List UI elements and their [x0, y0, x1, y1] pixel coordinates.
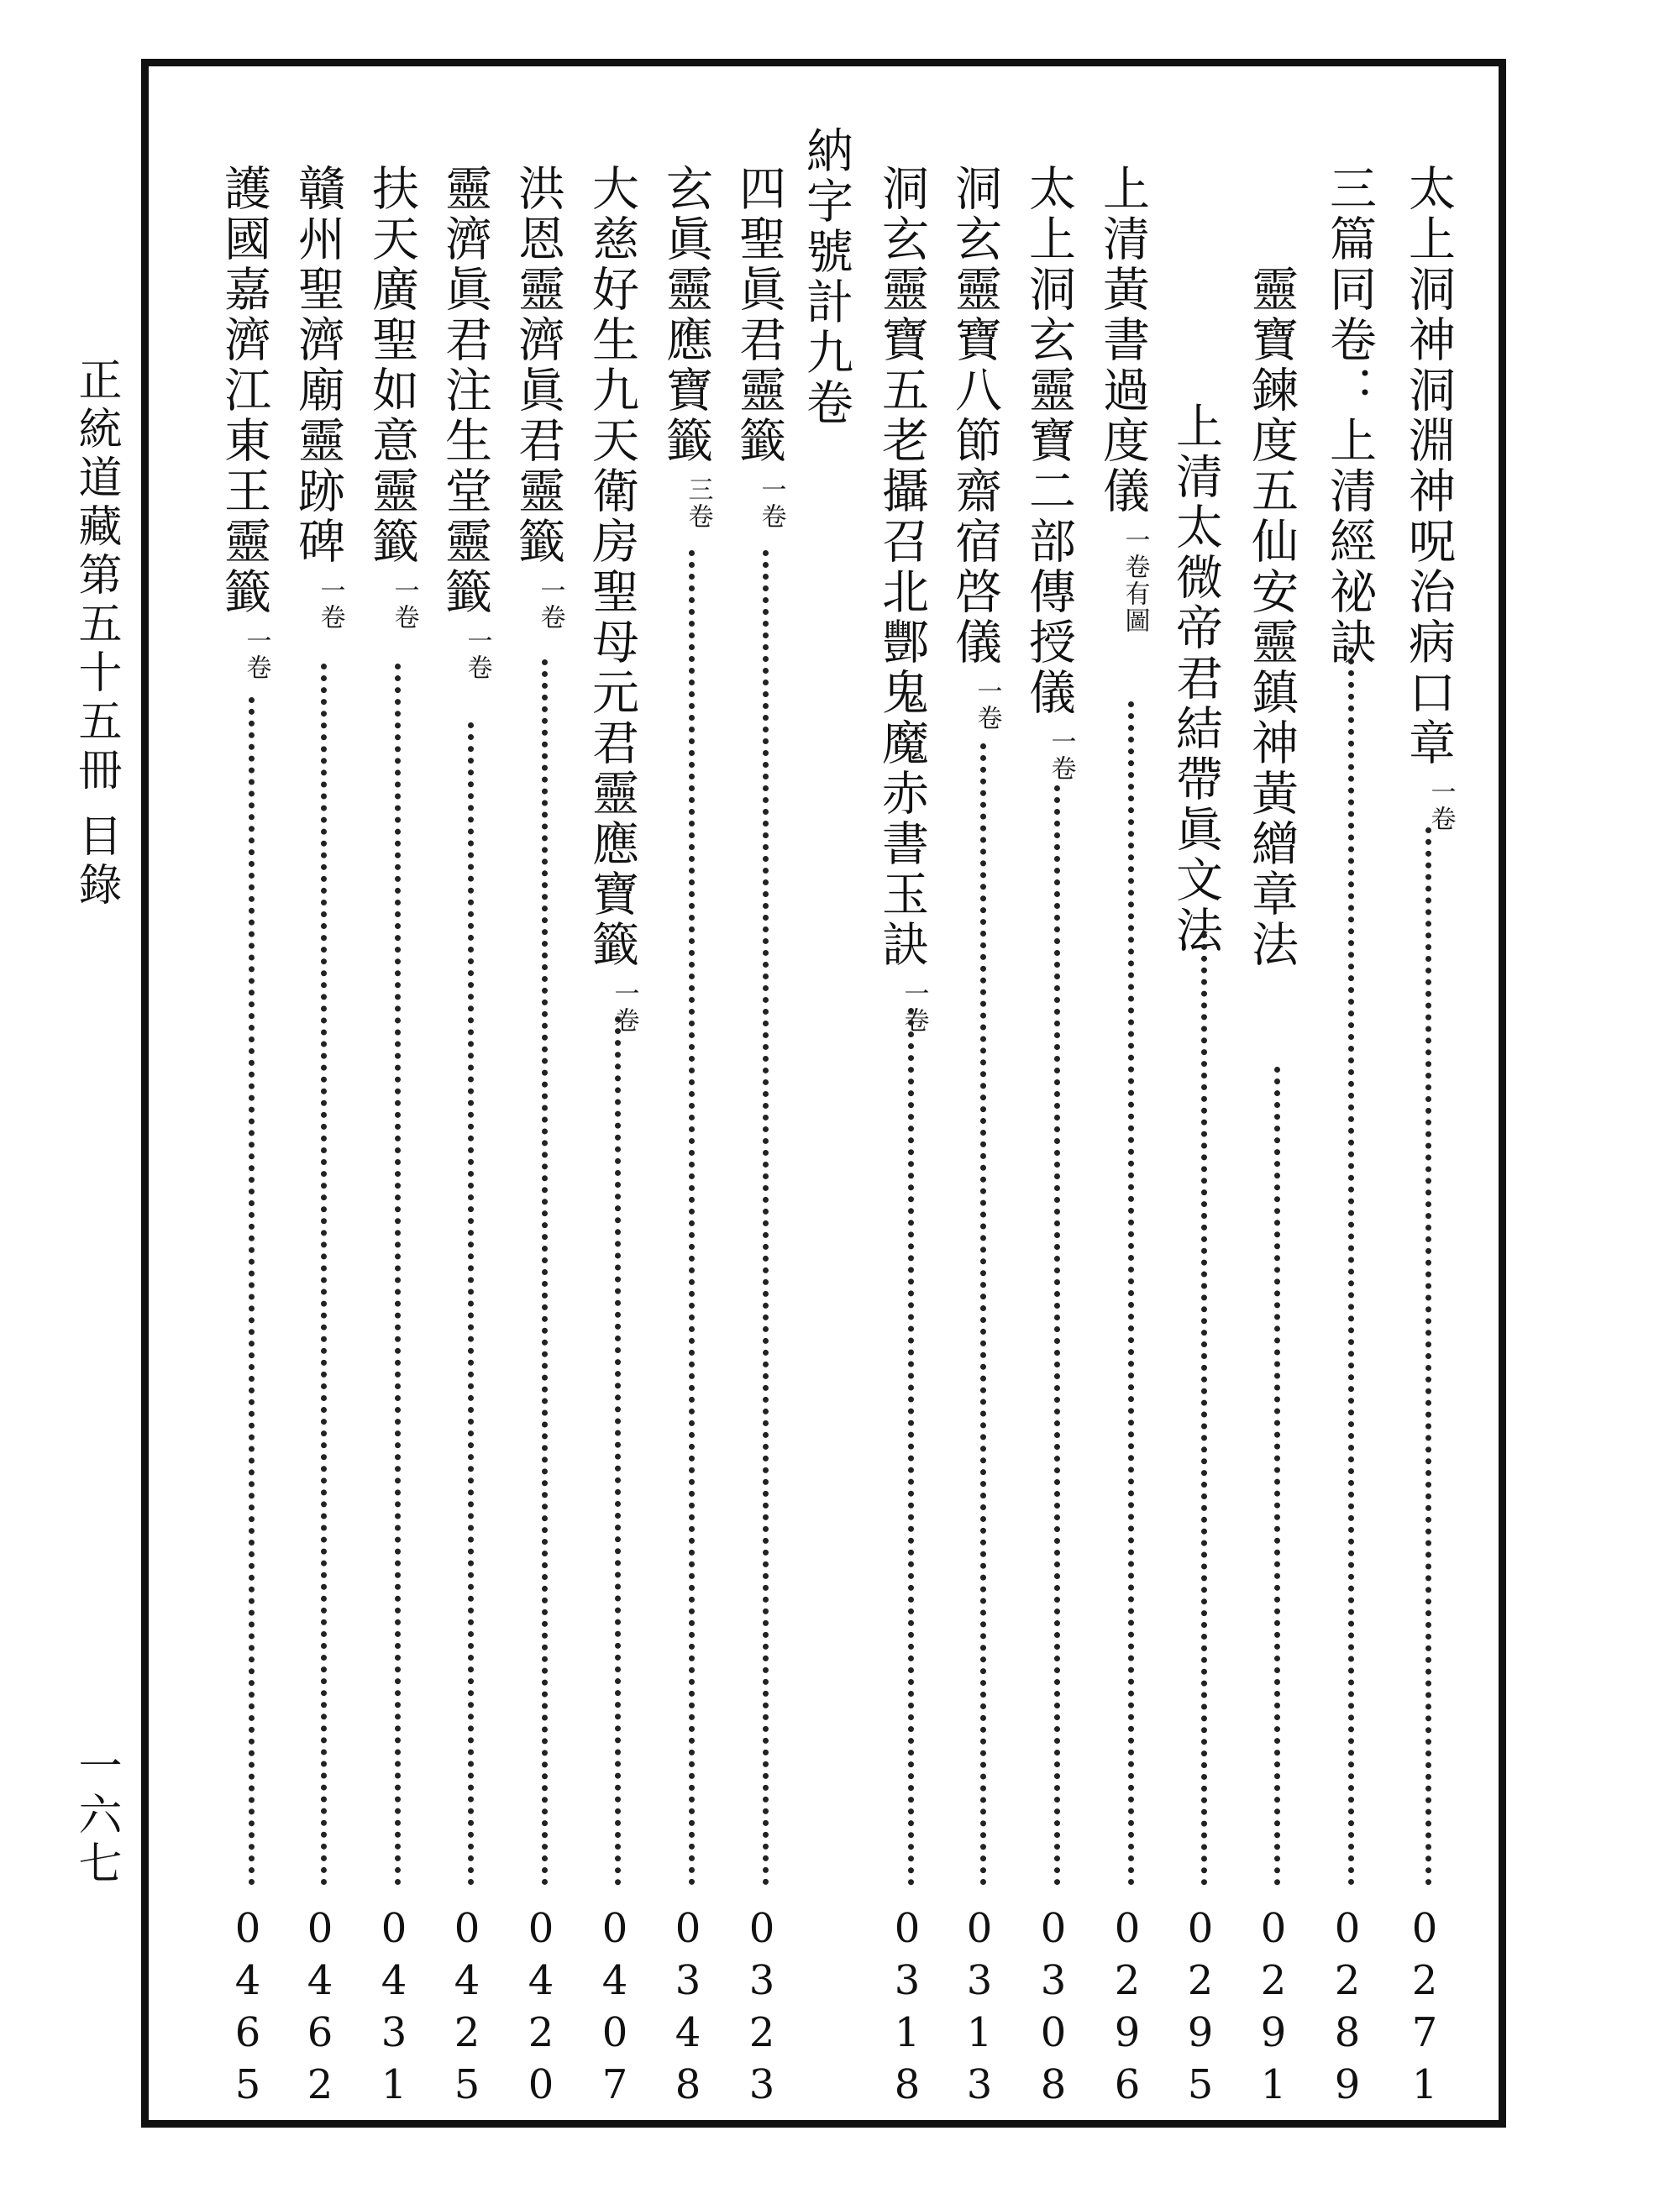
entry-title: 護國嘉濟江東王靈籤	[217, 164, 271, 617]
entry-title: 上清太微帝君結帶眞文法	[1168, 401, 1223, 956]
entry-title: 三篇同卷：上清經祕訣	[1322, 164, 1377, 668]
leader-dots	[395, 664, 401, 1886]
leader-dots	[542, 659, 548, 1886]
entry-page: 0323	[738, 1905, 785, 2113]
entry-page: 0462	[297, 1905, 344, 2113]
entry-title: 洪恩靈濟眞君靈籤	[511, 164, 565, 567]
entry-title: 太上洞玄靈寶二部傳授儀	[1021, 164, 1076, 718]
entry-title: 上清黃書過度儀	[1095, 164, 1150, 517]
entry-count: 一卷	[899, 980, 929, 1034]
book-title: 正統道藏第五十五冊	[71, 357, 121, 795]
entry-title: 太上洞神洞淵神呪治病口章	[1401, 164, 1456, 769]
toc-entry	[948, 164, 1002, 732]
entry-title: 洞玄靈寶八節齋宿啓儀	[948, 164, 1002, 668]
leader-dots	[249, 697, 255, 1886]
entry-page: 0407	[591, 1905, 638, 2113]
entry-title: 玄眞靈應寶籤	[659, 164, 713, 466]
toc-entry	[1401, 164, 1456, 832]
entry-page: 0465	[224, 1905, 271, 2113]
leader-dots	[689, 550, 695, 1886]
entry-count: 一卷	[241, 627, 271, 681]
entry-title: 大慈好生九天衛房聖母元君靈應寶籤	[585, 164, 639, 970]
leader-dots	[1348, 647, 1354, 1886]
leader-dots	[908, 1008, 914, 1886]
toc-entry	[291, 164, 345, 631]
leader-dots	[468, 722, 474, 1886]
section-label: 目錄	[71, 813, 121, 911]
entry-count: 一卷	[756, 476, 786, 530]
entry-page: 0291	[1250, 1905, 1297, 2113]
toc-entry	[438, 164, 492, 681]
entry-count: 一卷	[389, 577, 419, 631]
toc-entry	[874, 164, 929, 1034]
toc-entry	[1322, 164, 1377, 668]
entry-count: 一卷	[462, 627, 492, 681]
toc-entry	[217, 164, 271, 681]
entry-title: 扶天廣聖如意靈籤	[365, 164, 419, 567]
leader-dots	[1274, 1067, 1280, 1886]
toc-entry	[732, 164, 786, 530]
leader-dots	[321, 664, 327, 1886]
entry-page: 0431	[370, 1905, 417, 2113]
page-number: 一六七	[71, 1743, 121, 1889]
entry-title: 洞玄靈寶五老攝召北酆鬼魔赤書玉訣	[874, 164, 929, 970]
leader-dots	[615, 1016, 621, 1886]
entry-page: 0295	[1177, 1905, 1224, 2113]
leader-dots	[1201, 932, 1207, 1886]
entry-count: 一卷有圖	[1120, 527, 1150, 634]
toc-entry	[365, 164, 419, 631]
entry-page: 0313	[956, 1905, 1003, 2113]
leader-dots	[1425, 827, 1431, 1886]
toc-entry	[1021, 164, 1076, 782]
entry-page: 0348	[664, 1905, 711, 2113]
toc-entry	[1168, 401, 1223, 956]
entry-title: 四聖眞君靈籤	[732, 164, 786, 466]
toc-entry	[1244, 265, 1299, 970]
entry-page: 0420	[517, 1905, 564, 2113]
leader-dots	[1128, 701, 1134, 1886]
section-title: 納字號計九卷	[799, 126, 853, 428]
entry-page: 0289	[1324, 1905, 1371, 2113]
entry-title: 贛州聖濟廟靈跡碑	[291, 164, 345, 567]
entry-count: 一卷	[535, 577, 565, 631]
entry-title: 靈濟眞君注生堂靈籤	[438, 164, 492, 617]
entry-count: 一卷	[1425, 779, 1456, 832]
entry-page: 0318	[884, 1905, 931, 2113]
toc-entry	[1095, 164, 1150, 634]
entry-count: 一卷	[1046, 728, 1076, 782]
toc-entry	[659, 164, 713, 530]
entry-count: 一卷	[609, 980, 639, 1034]
entry-count: 一卷	[315, 577, 345, 631]
entry-title: 靈寶鍊度五仙安靈鎮神黃繒章法	[1244, 265, 1299, 970]
leader-dots	[980, 743, 986, 1886]
entry-page: 0296	[1104, 1905, 1151, 2113]
leader-dots	[1054, 785, 1060, 1886]
section-header	[799, 126, 853, 428]
entry-count: 一卷	[972, 678, 1002, 732]
entry-page: 0308	[1030, 1905, 1077, 2113]
toc-entry	[511, 164, 565, 631]
entry-page: 0271	[1401, 1905, 1448, 2113]
entry-count: 三卷	[683, 476, 713, 530]
toc-entry	[585, 164, 639, 1034]
leader-dots	[763, 550, 769, 1886]
entry-page: 0425	[444, 1905, 491, 2113]
